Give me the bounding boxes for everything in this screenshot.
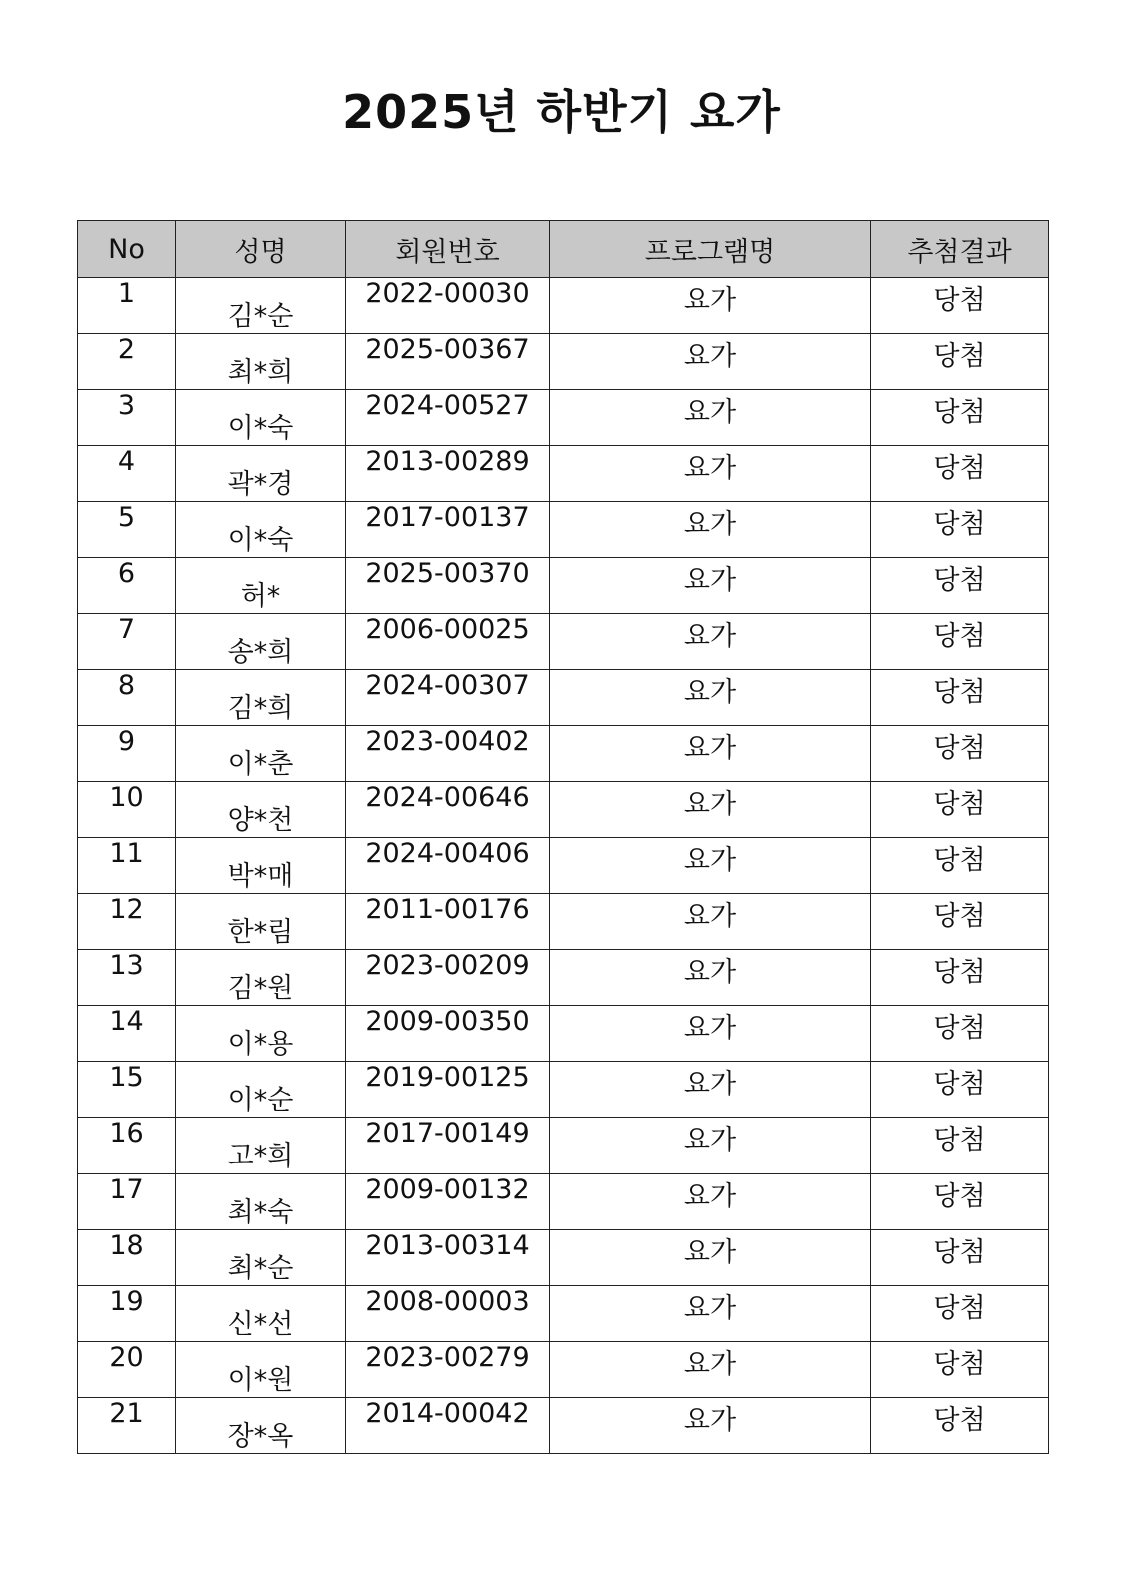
cell-member-number: 2024-00527: [346, 390, 550, 446]
header-name: 성명: [176, 221, 346, 278]
cell-program-name: 요가: [550, 278, 871, 334]
cell-no: 15: [78, 1062, 176, 1118]
cell-draw-result: 당첨: [871, 782, 1049, 838]
cell-member-number: 2024-00646: [346, 782, 550, 838]
cell-draw-result: 당첨: [871, 1006, 1049, 1062]
cell-draw-result: 당첨: [871, 1342, 1049, 1398]
cell-program-name: 요가: [550, 670, 871, 726]
cell-no: 16: [78, 1118, 176, 1174]
cell-name: 송*희: [176, 614, 346, 670]
cell-name: 한*림: [176, 894, 346, 950]
cell-draw-result: 당첨: [871, 838, 1049, 894]
cell-name: 허*: [176, 558, 346, 614]
cell-member-number: 2019-00125: [346, 1062, 550, 1118]
cell-program-name: 요가: [550, 502, 871, 558]
cell-no: 14: [78, 1006, 176, 1062]
cell-no: 2: [78, 334, 176, 390]
page-title: 2025년 하반기 요가: [342, 85, 781, 139]
cell-name: 김*순: [176, 278, 346, 334]
cell-no: 12: [78, 894, 176, 950]
cell-name: 이*숙: [176, 390, 346, 446]
cell-no: 9: [78, 726, 176, 782]
cell-no: 19: [78, 1286, 176, 1342]
cell-draw-result: 당첨: [871, 1118, 1049, 1174]
cell-member-number: 2008-00003: [346, 1286, 550, 1342]
table-row: [78, 390, 1049, 446]
table-row: [78, 334, 1049, 390]
cell-name: 최*숙: [176, 1174, 346, 1230]
cell-name: 이*용: [176, 1006, 346, 1062]
cell-program-name: 요가: [550, 838, 871, 894]
table-row: [78, 782, 1049, 838]
cell-member-number: 2009-00132: [346, 1174, 550, 1230]
table-body: [78, 278, 1049, 1454]
cell-member-number: 2023-00402: [346, 726, 550, 782]
cell-no: 4: [78, 446, 176, 502]
cell-program-name: 요가: [550, 1062, 871, 1118]
cell-member-number: 2017-00149: [346, 1118, 550, 1174]
cell-program-name: 요가: [550, 558, 871, 614]
cell-no: 3: [78, 390, 176, 446]
cell-member-number: 2014-00042: [346, 1398, 550, 1454]
cell-program-name: 요가: [550, 782, 871, 838]
cell-draw-result: 당첨: [871, 446, 1049, 502]
cell-no: 10: [78, 782, 176, 838]
cell-program-name: 요가: [550, 1286, 871, 1342]
table-row: [78, 1398, 1049, 1454]
cell-name: 이*숙: [176, 502, 346, 558]
cell-member-number: 2024-00307: [346, 670, 550, 726]
cell-no: 18: [78, 1230, 176, 1286]
cell-member-number: 2025-00367: [346, 334, 550, 390]
cell-name: 고*희: [176, 1118, 346, 1174]
cell-draw-result: 당첨: [871, 726, 1049, 782]
cell-name: 김*원: [176, 950, 346, 1006]
cell-program-name: 요가: [550, 1342, 871, 1398]
cell-draw-result: 당첨: [871, 1174, 1049, 1230]
table-row: [78, 1286, 1049, 1342]
cell-no: 20: [78, 1342, 176, 1398]
cell-name: 이*원: [176, 1342, 346, 1398]
cell-no: 6: [78, 558, 176, 614]
cell-no: 11: [78, 838, 176, 894]
cell-draw-result: 당첨: [871, 894, 1049, 950]
cell-program-name: 요가: [550, 1174, 871, 1230]
cell-program-name: 요가: [550, 1398, 871, 1454]
cell-name: 장*옥: [176, 1398, 346, 1454]
cell-program-name: 요가: [550, 390, 871, 446]
cell-draw-result: 당첨: [871, 502, 1049, 558]
cell-draw-result: 당첨: [871, 670, 1049, 726]
table-header-row: [78, 221, 1049, 278]
cell-member-number: 2006-00025: [346, 614, 550, 670]
cell-draw-result: 당첨: [871, 558, 1049, 614]
cell-name: 박*매: [176, 838, 346, 894]
cell-program-name: 요가: [550, 894, 871, 950]
cell-program-name: 요가: [550, 950, 871, 1006]
cell-name: 이*순: [176, 1062, 346, 1118]
cell-draw-result: 당첨: [871, 334, 1049, 390]
cell-no: 5: [78, 502, 176, 558]
cell-draw-result: 당첨: [871, 1062, 1049, 1118]
cell-member-number: 2009-00350: [346, 1006, 550, 1062]
cell-draw-result: 당첨: [871, 950, 1049, 1006]
table-row: [78, 278, 1049, 334]
table-row: [78, 726, 1049, 782]
table-row: [78, 1342, 1049, 1398]
table-row: [78, 838, 1049, 894]
table-row: [78, 1230, 1049, 1286]
cell-no: 21: [78, 1398, 176, 1454]
cell-draw-result: 당첨: [871, 278, 1049, 334]
table-row: [78, 1174, 1049, 1230]
table-row: [78, 894, 1049, 950]
cell-name: 이*춘: [176, 726, 346, 782]
lottery-result-table: [77, 220, 1049, 1454]
cell-member-number: 2024-00406: [346, 838, 550, 894]
header-no: No: [78, 221, 176, 278]
cell-name: 최*순: [176, 1230, 346, 1286]
cell-draw-result: 당첨: [871, 1286, 1049, 1342]
cell-member-number: 2023-00209: [346, 950, 550, 1006]
cell-program-name: 요가: [550, 1006, 871, 1062]
cell-name: 김*희: [176, 670, 346, 726]
cell-draw-result: 당첨: [871, 390, 1049, 446]
cell-no: 13: [78, 950, 176, 1006]
cell-program-name: 요가: [550, 1118, 871, 1174]
cell-no: 17: [78, 1174, 176, 1230]
cell-no: 1: [78, 278, 176, 334]
cell-program-name: 요가: [550, 334, 871, 390]
cell-no: 8: [78, 670, 176, 726]
table-row: [78, 502, 1049, 558]
header-member-number: 회원번호: [346, 221, 550, 278]
cell-program-name: 요가: [550, 1230, 871, 1286]
table-row: [78, 950, 1049, 1006]
cell-name: 양*천: [176, 782, 346, 838]
table-row: [78, 670, 1049, 726]
table-row: [78, 446, 1049, 502]
table-row: [78, 1006, 1049, 1062]
header-draw-result: 추첨결과: [871, 221, 1049, 278]
cell-name: 최*희: [176, 334, 346, 390]
header-program-name: 프로그램명: [550, 221, 871, 278]
cell-name: 곽*경: [176, 446, 346, 502]
cell-program-name: 요가: [550, 614, 871, 670]
table-row: [78, 1118, 1049, 1174]
table-row: [78, 1062, 1049, 1118]
cell-draw-result: 당첨: [871, 614, 1049, 670]
cell-member-number: 2025-00370: [346, 558, 550, 614]
table-row: [78, 614, 1049, 670]
cell-program-name: 요가: [550, 726, 871, 782]
cell-member-number: 2013-00314: [346, 1230, 550, 1286]
cell-program-name: 요가: [550, 446, 871, 502]
cell-draw-result: 당첨: [871, 1230, 1049, 1286]
cell-name: 신*선: [176, 1286, 346, 1342]
cell-member-number: 2023-00279: [346, 1342, 550, 1398]
cell-no: 7: [78, 614, 176, 670]
cell-member-number: 2013-00289: [346, 446, 550, 502]
cell-member-number: 2011-00176: [346, 894, 550, 950]
cell-member-number: 2017-00137: [346, 502, 550, 558]
cell-member-number: 2022-00030: [346, 278, 550, 334]
cell-draw-result: 당첨: [871, 1398, 1049, 1454]
table-row: [78, 558, 1049, 614]
